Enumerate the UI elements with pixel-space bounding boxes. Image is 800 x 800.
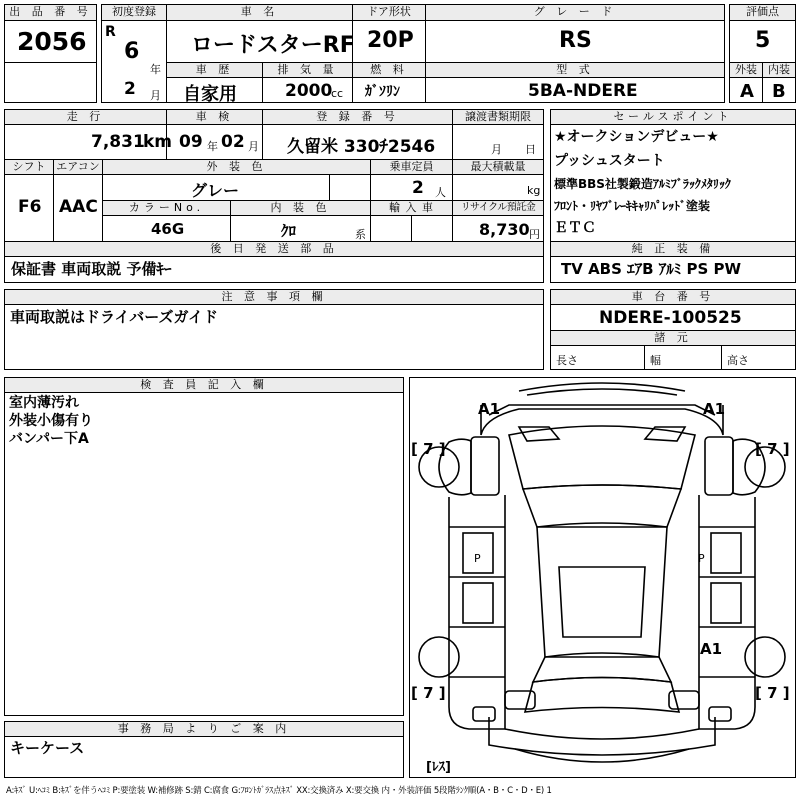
- ac-label: エアコン: [53, 159, 103, 175]
- legend: A:ｷｽﾞ U:ﾍｺﾐ B:ｷｽﾞを伴うﾍｺﾐ P:要塗装 W:補修跡 S:錆 C:腐食 G:ﾌﾛﾝﾄｶﾞﾗｽ点ｷｽﾞ XX:交換済み X:要交換 内・外装評価 5段階ﾗﾝｸ順(A・B・C・D・E) 1: [6, 786, 552, 796]
- transfer-month-unit: 月: [491, 143, 502, 156]
- model-label: 型 式: [425, 62, 725, 78]
- score-label: 評価点: [729, 4, 796, 21]
- model-cell: [425, 77, 725, 103]
- length-label: 長さ: [556, 354, 578, 367]
- history-label: 車 歴: [166, 62, 263, 78]
- reg-month: 2: [124, 79, 136, 99]
- inspector-note-1: 室内薄汚れ: [9, 395, 79, 411]
- height-cell: [721, 345, 796, 370]
- interior-grade: B: [772, 81, 786, 102]
- int-color-label: 内 装 色: [230, 200, 371, 216]
- month-unit: 月: [150, 89, 161, 102]
- equipment-cell: [550, 256, 796, 283]
- door: 20P: [367, 28, 414, 53]
- displacement-cell: [262, 77, 353, 103]
- interior-cell: [762, 77, 796, 103]
- displacement-label: 排 気 量: [262, 62, 353, 78]
- office-label: 事 務 局 よ り ご 案 内: [4, 721, 404, 737]
- door-mark-left: P: [474, 552, 481, 565]
- width-cell: [644, 345, 722, 370]
- ac-cell: [53, 174, 103, 242]
- load-label: 最大積載量: [452, 159, 544, 175]
- inspector-note-2: 外装小傷有り: [9, 413, 93, 429]
- office-cell: [4, 736, 404, 778]
- fuel-label: 燃 料: [352, 62, 426, 78]
- chassis-label: 車 台 番 号: [550, 289, 796, 305]
- after-parts-cell: [4, 256, 544, 283]
- first-reg-divider: [101, 62, 167, 63]
- grade: RS: [559, 28, 592, 53]
- inspector-label: 検 査 員 記 入 欄: [4, 377, 404, 393]
- sales-point-4: ﾌﾛﾝﾄ・ﾘﾔﾌﾞﾚｰｷｷｬﾘﾊﾟﾚｯﾄﾞ塗装: [554, 199, 711, 213]
- recycle-label: リサイクル預託金: [452, 200, 544, 216]
- caution-label: 注 意 事 項 欄: [4, 289, 544, 305]
- capacity-label: 乗車定員: [370, 159, 453, 175]
- inspection-label: 車 検: [166, 109, 263, 125]
- recycle-unit: 円: [529, 228, 540, 241]
- height-label: 高さ: [727, 354, 749, 367]
- insp-year: 09: [179, 132, 203, 152]
- color-no-label: カラーNo.: [102, 200, 231, 216]
- chassis-cell: [550, 304, 796, 331]
- sales-point-3: 標準BBS社製鍛造ｱﾙﾐﾌﾞﾗｯｸﾒﾀﾘｯｸ: [554, 177, 731, 191]
- inspector-note-3: バンパー下A: [9, 431, 89, 447]
- tire-front-right: [ 7 ]: [755, 440, 790, 458]
- sales-point-1: ★オークションデビュー★: [554, 129, 719, 145]
- ext-color-extra: [329, 174, 371, 201]
- ext-color-cell: [102, 174, 330, 201]
- damage-mark-rear-right: A1: [700, 640, 723, 658]
- sales-points-cell: [550, 124, 796, 242]
- mileage-unit: km: [143, 132, 173, 152]
- year-unit: 年: [150, 63, 161, 76]
- mileage: 7,831: [91, 132, 145, 152]
- ac: AAC: [59, 197, 98, 217]
- int-color-cell: [230, 215, 371, 242]
- door-mark-right: P: [698, 552, 705, 565]
- inspector-cell: [4, 392, 404, 716]
- length-cell: [550, 345, 645, 370]
- color-no: 46G: [151, 220, 185, 238]
- car-name-cell: [166, 20, 353, 63]
- car-diagram: [409, 377, 796, 778]
- mileage-label: 走 行: [4, 109, 167, 125]
- fuel: ｶﾞｿﾘﾝ: [365, 84, 400, 100]
- exterior-cell: [729, 77, 763, 103]
- spare-tire: [ﾚｽ]: [426, 760, 451, 775]
- office-note: キーケース: [10, 739, 85, 757]
- inspection-cell: [166, 124, 263, 160]
- exterior-label: 外装: [729, 62, 763, 78]
- transfer-label: 譲渡書類期限: [452, 109, 544, 125]
- color-no-cell: [102, 215, 231, 242]
- capacity: 2: [412, 178, 424, 198]
- ext-color-label: 外 装 色: [102, 159, 371, 175]
- tire-rear-right: [ 7 ]: [755, 684, 790, 702]
- cc-unit: cc: [331, 87, 344, 100]
- shift-label: シフト: [4, 159, 54, 175]
- insp-year-unit: 年: [207, 140, 218, 153]
- damage-mark-front-right: A1: [703, 400, 726, 418]
- reg-no: 久留米 330ﾁ2546: [287, 137, 436, 157]
- capacity-unit: 人: [435, 186, 446, 199]
- model: 5BA-NDERE: [528, 81, 638, 101]
- caution-cell: [4, 304, 544, 370]
- grade-cell: [425, 20, 725, 63]
- reg-no-cell: [262, 124, 453, 160]
- tire-rear-left: [ 7 ]: [411, 684, 446, 702]
- score: 5: [755, 28, 771, 53]
- era: R: [105, 24, 116, 40]
- specs-label: 諸 元: [550, 330, 796, 346]
- reg-year: 6: [124, 39, 140, 64]
- first-reg-label: 初度登録: [101, 4, 167, 21]
- reg-no-label: 登 録 番 号: [262, 109, 453, 125]
- int-color: ｸﾛ: [281, 222, 297, 240]
- transfer-cell: [452, 124, 544, 160]
- caution: 車両取説はドライバーズガイド: [10, 308, 219, 326]
- shift: F6: [18, 197, 42, 217]
- lot-no-cell: [4, 20, 97, 63]
- recycle-cell: [452, 215, 544, 242]
- int-color-unit: 系: [355, 228, 366, 241]
- lot-no-label: 出 品 番 号: [4, 4, 97, 21]
- after-parts: 保証書 車両取説 予備ｷｰ: [11, 260, 172, 278]
- sales-point-5: ＥＴＣ: [554, 220, 596, 236]
- displacement: 2000: [285, 81, 333, 101]
- door-cell: [352, 20, 426, 63]
- history: 自家用: [183, 84, 237, 105]
- insp-month-unit: 月: [248, 140, 259, 153]
- equipment-label: 純 正 装 備: [550, 241, 796, 257]
- load-cell: [452, 174, 544, 201]
- history-cell: [166, 77, 263, 103]
- recycle: 8,730: [479, 220, 530, 239]
- score-cell: [729, 20, 796, 63]
- capacity-cell: [370, 174, 453, 201]
- damage-mark-front-left: A1: [478, 400, 501, 418]
- width-label: 幅: [650, 354, 661, 367]
- sales-point-2: プッシュスタート: [554, 153, 665, 169]
- grade-label: グ レ ー ド: [425, 4, 725, 21]
- chassis-number: NDERE-100525: [599, 308, 742, 328]
- import-label: 輸 入 車: [370, 200, 453, 216]
- lot-no: 2056: [17, 27, 87, 56]
- equipment: TV ABS ｴｱB ｱﾙﾐ PS PW: [561, 260, 742, 278]
- transfer-day-unit: 日: [525, 143, 536, 156]
- interior-label: 内装: [762, 62, 796, 78]
- car-name: ロードスターRF: [191, 33, 355, 58]
- insp-month: 02: [221, 132, 245, 152]
- ext-color: グレー: [191, 181, 240, 200]
- fuel-cell: [352, 77, 426, 103]
- tire-front-left: [ 7 ]: [411, 440, 446, 458]
- exterior-grade: A: [740, 81, 754, 102]
- shift-cell: [4, 174, 54, 242]
- mileage-cell: [4, 124, 173, 160]
- sales-points-label: セールスポイント: [550, 109, 796, 125]
- door-label: ドア形状: [352, 4, 426, 21]
- after-parts-label: 後 日 発 送 部 品: [4, 241, 544, 257]
- load-unit: kg: [527, 184, 541, 197]
- car-name-label: 車 名: [166, 4, 353, 21]
- lot-no-blank: [4, 62, 97, 103]
- import-cell-divider: [411, 215, 412, 242]
